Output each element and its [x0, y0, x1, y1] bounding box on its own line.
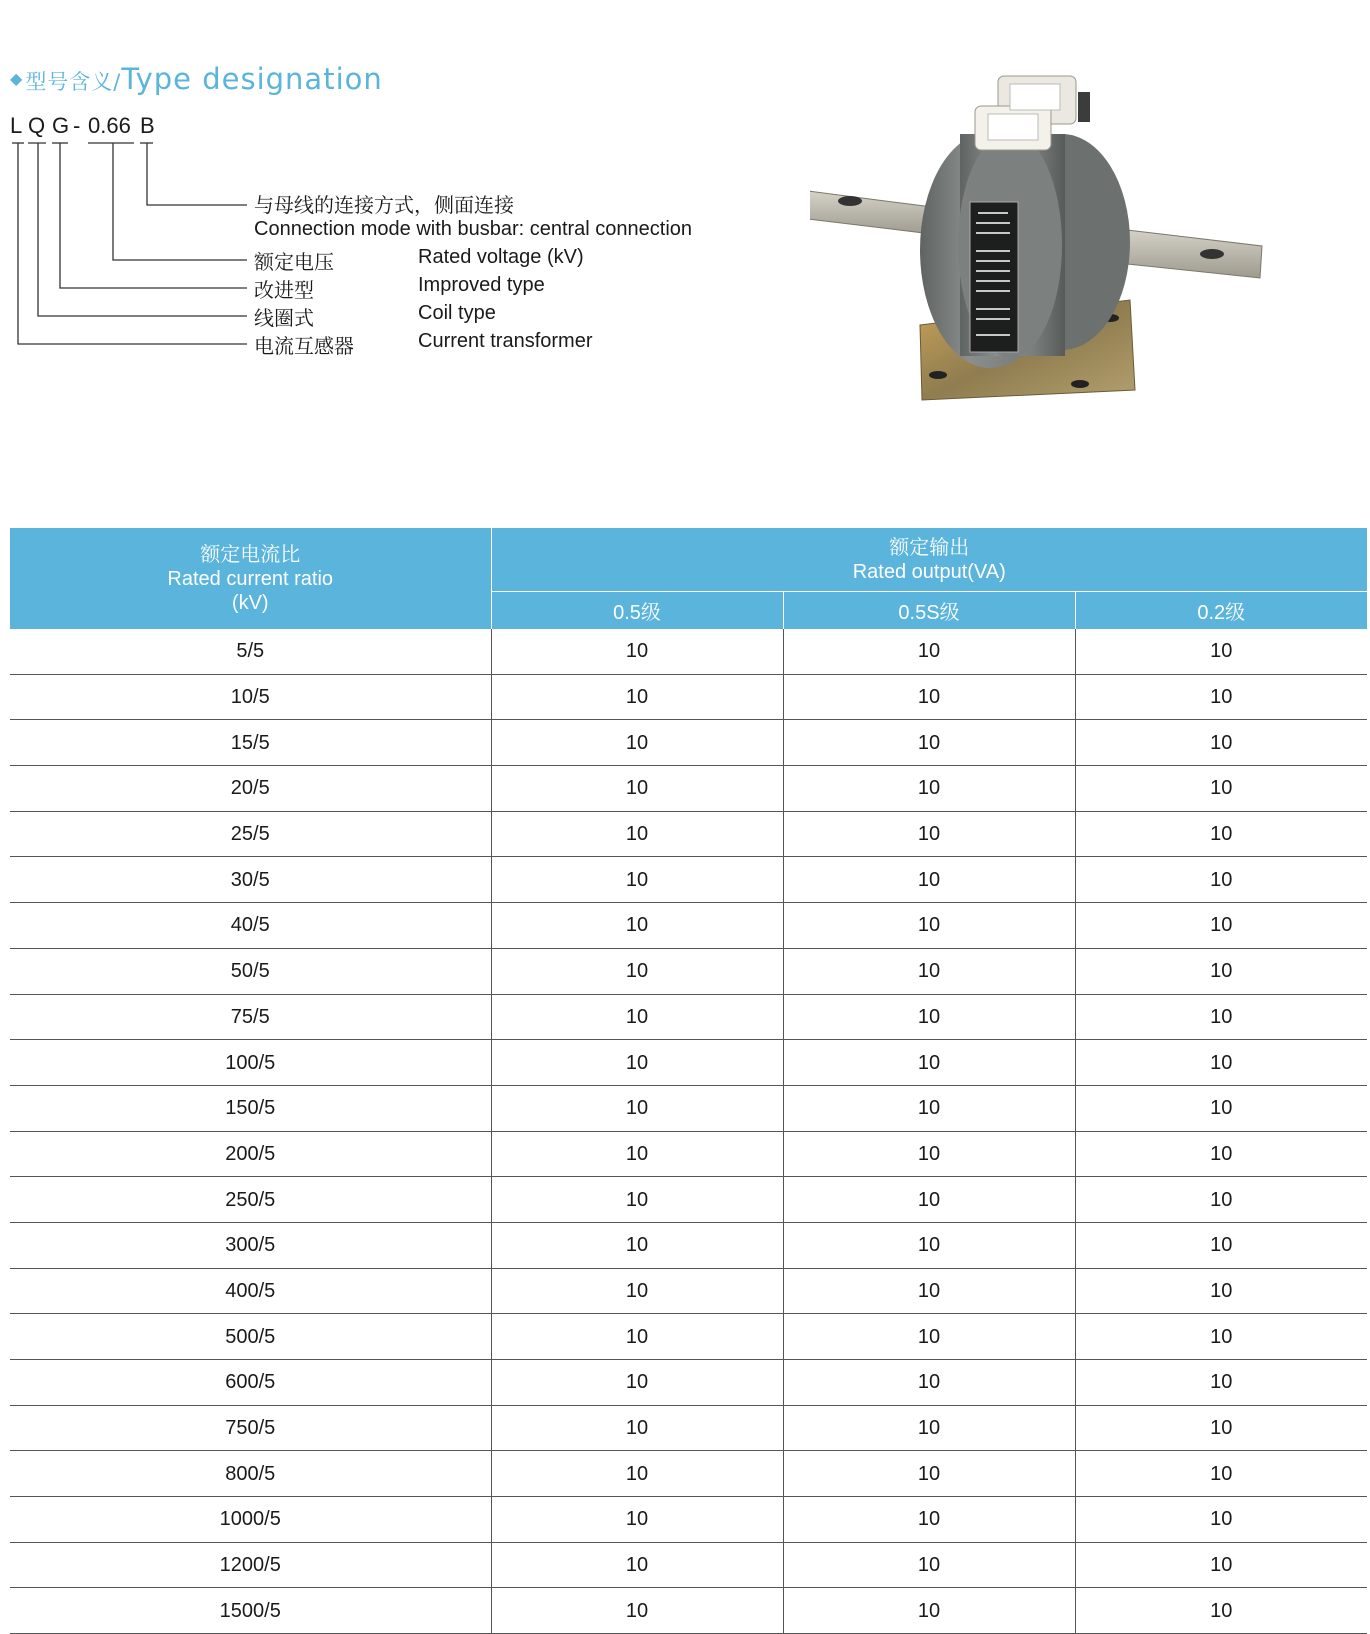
current-transformer-product-image [810, 70, 1290, 420]
cell-current-ratio: 20/5 [10, 766, 491, 812]
cell-current-ratio: 40/5 [10, 903, 491, 949]
cell-rated-output-v3: 10 [1075, 1040, 1367, 1086]
legend-cn-improved: 改进型 [254, 280, 314, 302]
cell-current-ratio: 300/5 [10, 1222, 491, 1268]
cell-rated-output-v2: 10 [783, 1222, 1075, 1268]
legend-cn-coil: 线圈式 [254, 308, 314, 330]
designation-bracket-lines [0, 0, 260, 360]
cell-current-ratio: 100/5 [10, 1040, 491, 1086]
legend-en-transformer: Current transformer [418, 330, 593, 352]
table-row [10, 1131, 1367, 1177]
cell-rated-output-v2: 10 [783, 1588, 1075, 1634]
cell-rated-output-v1: 10 [491, 903, 783, 949]
cell-rated-output-v1: 10 [491, 1177, 783, 1223]
header-output-en: Rated output(VA) [852, 560, 1006, 583]
cell-rated-output-v3: 10 [1075, 766, 1367, 812]
cell-current-ratio: 10/5 [10, 674, 491, 720]
cell-rated-output-v3: 10 [1075, 1497, 1367, 1543]
cell-rated-output-v2: 10 [783, 629, 1075, 674]
table-row [10, 948, 1367, 994]
cell-rated-output-v3: 10 [1075, 903, 1367, 949]
cell-rated-output-v2: 10 [783, 1085, 1075, 1131]
cell-current-ratio: 1200/5 [10, 1542, 491, 1588]
cell-rated-output-v1: 10 [491, 1451, 783, 1497]
cell-rated-output-v1: 10 [491, 994, 783, 1040]
table-row [10, 1588, 1367, 1634]
cell-rated-output-v3: 10 [1075, 1588, 1367, 1634]
cell-rated-output-v3: 10 [1075, 629, 1367, 674]
cell-rated-output-v3: 10 [1075, 1314, 1367, 1360]
table-row [10, 766, 1367, 812]
cell-rated-output-v3: 10 [1075, 994, 1367, 1040]
cell-rated-output-v2: 10 [783, 1268, 1075, 1314]
table-row [10, 857, 1367, 903]
cell-rated-output-v3: 10 [1075, 1405, 1367, 1451]
cell-rated-output-v1: 10 [491, 1360, 783, 1406]
cell-rated-output-v1: 10 [491, 1085, 783, 1131]
header-ratio-en: Rated current ratio [167, 567, 334, 590]
cell-rated-output-v3: 10 [1075, 720, 1367, 766]
model-char-l: L [10, 113, 23, 138]
table-row [10, 903, 1367, 949]
cell-rated-output-v2: 10 [783, 1542, 1075, 1588]
cell-rated-output-v1: 10 [491, 766, 783, 812]
table-row [10, 720, 1367, 766]
connection-desc-cn: 与母线的连接方式，侧面连接 [254, 195, 514, 217]
table-row [10, 811, 1367, 857]
header-class-0-2: 0.2级 [1075, 592, 1367, 630]
header-output-cn: 额定输出 [889, 536, 970, 559]
cell-rated-output-v3: 10 [1075, 674, 1367, 720]
cell-current-ratio: 1000/5 [10, 1497, 491, 1543]
cell-rated-output-v3: 10 [1075, 1451, 1367, 1497]
table-body [10, 629, 1367, 1634]
cell-rated-output-v2: 10 [783, 720, 1075, 766]
table-row [10, 1405, 1367, 1451]
cell-rated-output-v3: 10 [1075, 1542, 1367, 1588]
cell-rated-output-v1: 10 [491, 857, 783, 903]
table-row [10, 674, 1367, 720]
header-ratio-cn: 额定电流比 [200, 543, 301, 566]
legend-en-coil: Coil type [418, 302, 496, 324]
cell-rated-output-v1: 10 [491, 1268, 783, 1314]
table-row [10, 1177, 1367, 1223]
cell-rated-output-v3: 10 [1075, 948, 1367, 994]
cell-rated-output-v3: 10 [1075, 1085, 1367, 1131]
model-char-b: B [140, 113, 155, 138]
cell-rated-output-v1: 10 [491, 1405, 783, 1451]
cell-rated-output-v1: 10 [491, 948, 783, 994]
cell-rated-output-v3: 10 [1075, 811, 1367, 857]
table-row [10, 1268, 1367, 1314]
cell-current-ratio: 5/5 [10, 629, 491, 674]
cell-rated-output-v3: 10 [1075, 1268, 1367, 1314]
section-title-cn: 型号含义/ [25, 70, 122, 94]
cell-rated-output-v2: 10 [783, 1040, 1075, 1086]
cell-current-ratio: 50/5 [10, 948, 491, 994]
cell-rated-output-v2: 10 [783, 1177, 1075, 1223]
cell-rated-output-v3: 10 [1075, 1360, 1367, 1406]
cell-current-ratio: 30/5 [10, 857, 491, 903]
cell-current-ratio: 75/5 [10, 994, 491, 1040]
header-rated-current-ratio [10, 528, 491, 629]
cell-current-ratio: 1500/5 [10, 1588, 491, 1634]
cell-rated-output-v3: 10 [1075, 1222, 1367, 1268]
connection-desc-en: Connection mode with busbar: central connection [254, 218, 693, 240]
header-class-0-5s: 0.5S级 [783, 592, 1075, 630]
model-char-dash: - [73, 113, 81, 138]
cell-rated-output-v2: 10 [783, 857, 1075, 903]
cell-rated-output-v3: 10 [1075, 1177, 1367, 1223]
cell-current-ratio: 15/5 [10, 720, 491, 766]
cell-current-ratio: 500/5 [10, 1314, 491, 1360]
cell-rated-output-v2: 10 [783, 1405, 1075, 1451]
header-ratio-unit: (kV) [231, 591, 269, 614]
table-row [10, 994, 1367, 1040]
cell-current-ratio: 150/5 [10, 1085, 491, 1131]
section-title-en: Type designation [121, 62, 383, 96]
cell-rated-output-v1: 10 [491, 1497, 783, 1543]
cell-rated-output-v2: 10 [783, 766, 1075, 812]
cell-current-ratio: 250/5 [10, 1177, 491, 1223]
table-row [10, 1085, 1367, 1131]
cell-rated-output-v1: 10 [491, 1222, 783, 1268]
cell-rated-output-v2: 10 [783, 1451, 1075, 1497]
cell-current-ratio: 25/5 [10, 811, 491, 857]
cell-rated-output-v2: 10 [783, 948, 1075, 994]
table-row [10, 1040, 1367, 1086]
model-char-q: Q [28, 113, 46, 138]
table-row [10, 1451, 1367, 1497]
model-char-voltage: 0.66 [88, 113, 131, 138]
cell-rated-output-v1: 10 [491, 1314, 783, 1360]
cell-rated-output-v2: 10 [783, 811, 1075, 857]
rated-output-table [10, 528, 1367, 1634]
cell-current-ratio: 200/5 [10, 1131, 491, 1177]
cell-rated-output-v1: 10 [491, 1040, 783, 1086]
cell-rated-output-v1: 10 [491, 674, 783, 720]
cell-current-ratio: 800/5 [10, 1451, 491, 1497]
legend-cn-voltage: 额定电压 [254, 252, 334, 274]
cell-rated-output-v2: 10 [783, 994, 1075, 1040]
legend-en-voltage: Rated voltage (kV) [418, 246, 584, 268]
cell-rated-output-v2: 10 [783, 1360, 1075, 1406]
table-row [10, 1542, 1367, 1588]
cell-rated-output-v2: 10 [783, 1131, 1075, 1177]
diamond-bullet-icon: ◆ [10, 69, 24, 88]
header-rated-output [491, 528, 1367, 592]
cell-current-ratio: 750/5 [10, 1405, 491, 1451]
table-row [10, 629, 1367, 674]
cell-rated-output-v2: 10 [783, 1314, 1075, 1360]
table-row [10, 1360, 1367, 1406]
cell-rated-output-v3: 10 [1075, 857, 1367, 903]
cell-current-ratio: 400/5 [10, 1268, 491, 1314]
cell-rated-output-v2: 10 [783, 674, 1075, 720]
legend-cn-transformer: 电流互感器 [254, 336, 354, 358]
cell-rated-output-v1: 10 [491, 720, 783, 766]
cell-rated-output-v1: 10 [491, 629, 783, 674]
table-row [10, 1222, 1367, 1268]
legend-en-improved: Improved type [418, 274, 545, 296]
cell-rated-output-v3: 10 [1075, 1131, 1367, 1177]
cell-rated-output-v1: 10 [491, 1588, 783, 1634]
cell-rated-output-v2: 10 [783, 903, 1075, 949]
header-class-0-5: 0.5级 [491, 592, 783, 630]
cell-current-ratio: 600/5 [10, 1360, 491, 1406]
table-row [10, 1314, 1367, 1360]
cell-rated-output-v2: 10 [783, 1497, 1075, 1543]
cell-rated-output-v1: 10 [491, 811, 783, 857]
cell-rated-output-v1: 10 [491, 1542, 783, 1588]
table-row [10, 1497, 1367, 1543]
model-char-g: G [52, 113, 70, 138]
cell-rated-output-v1: 10 [491, 1131, 783, 1177]
